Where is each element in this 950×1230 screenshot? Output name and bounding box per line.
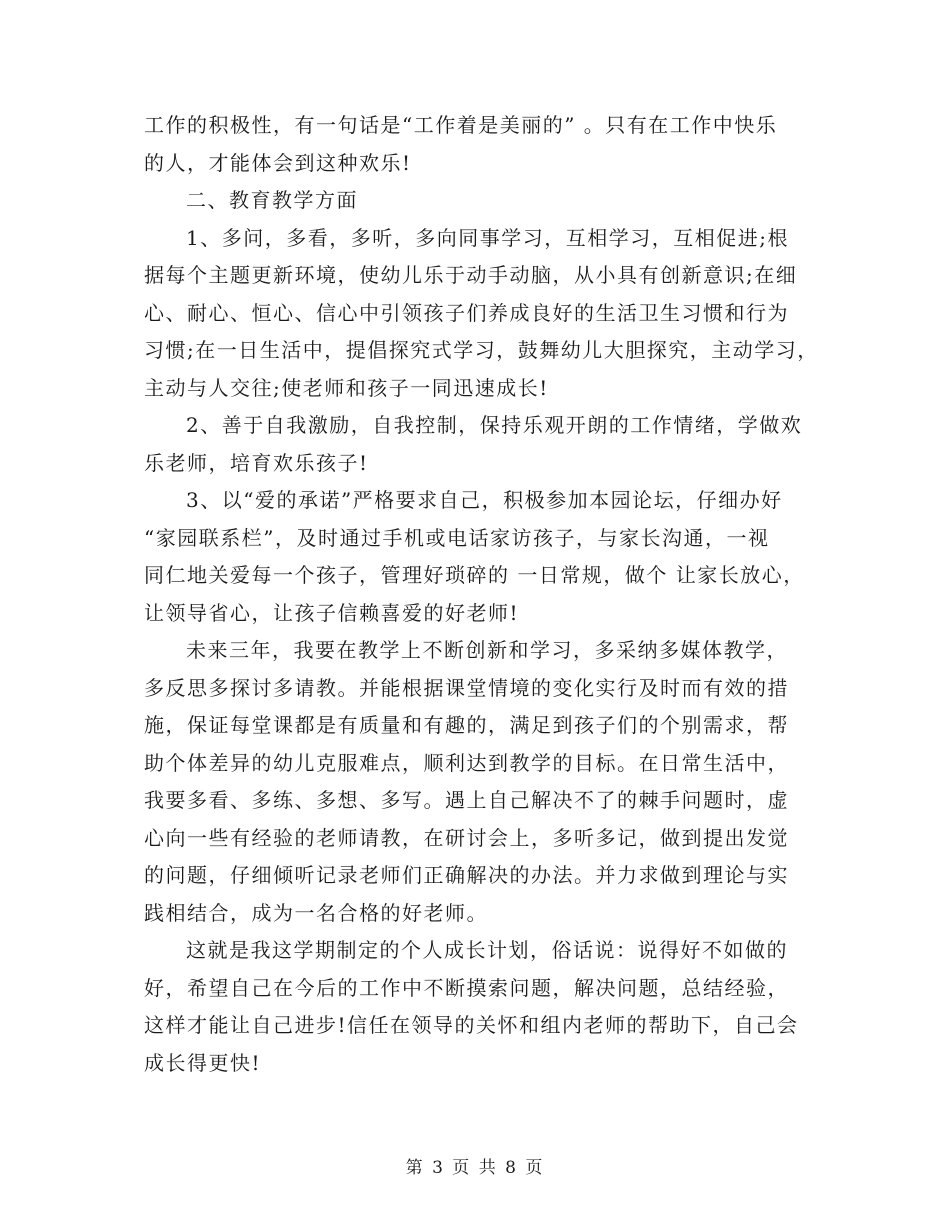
- text-line: 二、教育教学方面: [186, 188, 358, 212]
- text-line: 据每个主题更新环境，使幼儿乐于动手动脑，从小具有创新意识;在细: [144, 263, 798, 287]
- text-line: 好，希望自己在今后的工作中不断摸索问题，解决问题，总结经验，: [144, 975, 789, 1000]
- text-line: 心、耐心、恒心、信心中引领孩子们养成良好的生活卫生习惯和行为: [144, 300, 789, 325]
- text-line: 践相结合，成为一名合格的好老师。: [144, 900, 488, 925]
- paragraph: [144, 407, 814, 482]
- text-line: “家园联系栏”，及时通过手机或电话家访孩子，与家长沟通，一视: [144, 525, 770, 550]
- text-line: 的问题，仔细倾听记录老师们正确解决的办法。并力求做到理论与实: [144, 863, 789, 887]
- text-line: 同仁地关爱每一个孩子，管理好琐碎的 一日常规，做个 让家长放心，: [144, 563, 805, 587]
- text-line: 这样才能让自己进步!信任在领导的关怀和组内老师的帮助下，自己会: [144, 1013, 799, 1037]
- text-line: 我要多看、多练、多想、多写。遇上自己解决不了的棘手问题时，虚: [144, 788, 789, 812]
- text-line: 心向一些有经验的老师请教，在研讨会上，多听多记，做到提出发觉: [144, 825, 789, 850]
- text-line: 主动与人交往;使老师和孩子一同迅速成长!: [144, 375, 549, 400]
- text-line: 多反思多探讨多请教。并能根据课堂情境的变化实行及时而有效的措: [144, 675, 789, 700]
- text-line: 工作的积极性，有一句话是“工作着是美丽的” 。只有在工作中快乐: [144, 113, 778, 137]
- page-number-footer: 第 3 页 共 8 页: [405, 1158, 545, 1178]
- document-body: [144, 107, 819, 1082]
- text-line: 的人，才能体会到这种欢乐!: [144, 150, 412, 175]
- text-line: 施，保证每堂课都是有质量和有趣的，满足到孩子们的个别需求，帮: [144, 713, 789, 737]
- text-line: 助个体差异的幼儿克服难点，顺利达到教学的目标。在日常生活中，: [144, 750, 789, 775]
- paragraph: [144, 220, 819, 408]
- text-line: 成长得更快!: [144, 1050, 262, 1075]
- text-line: 习惯;在一日生活中，提倡探究式学习，鼓舞幼儿大胆探究，主动学习，: [144, 338, 819, 362]
- paragraph: [144, 632, 814, 932]
- text-line: 乐老师，培育欢乐孩子!: [144, 450, 369, 475]
- paragraph: [144, 932, 814, 1082]
- text-line: 未来三年，我要在教学上不断创新和学习，多采纳多媒体教学，: [186, 638, 788, 662]
- paragraph: [144, 182, 814, 220]
- paragraph: [144, 482, 814, 632]
- text-line: 让领导省心，让孩子信赖喜爱的好老师!: [144, 600, 520, 625]
- paragraph: [144, 107, 814, 182]
- text-line: 2、善于自我激励，自我控制，保持乐观开朗的工作情绪，学做欢: [186, 413, 803, 437]
- text-line: 3、以“爱的承诺”严格要求自己，积极参加本园论坛，仔细办好: [186, 488, 783, 512]
- text-line: 1、多问，多看，多听，多向同事学习，互相学习，互相促进;根: [186, 225, 789, 250]
- text-line: 这就是我这学期制定的个人成长计划，俗话说：说得好不如做的: [186, 938, 788, 962]
